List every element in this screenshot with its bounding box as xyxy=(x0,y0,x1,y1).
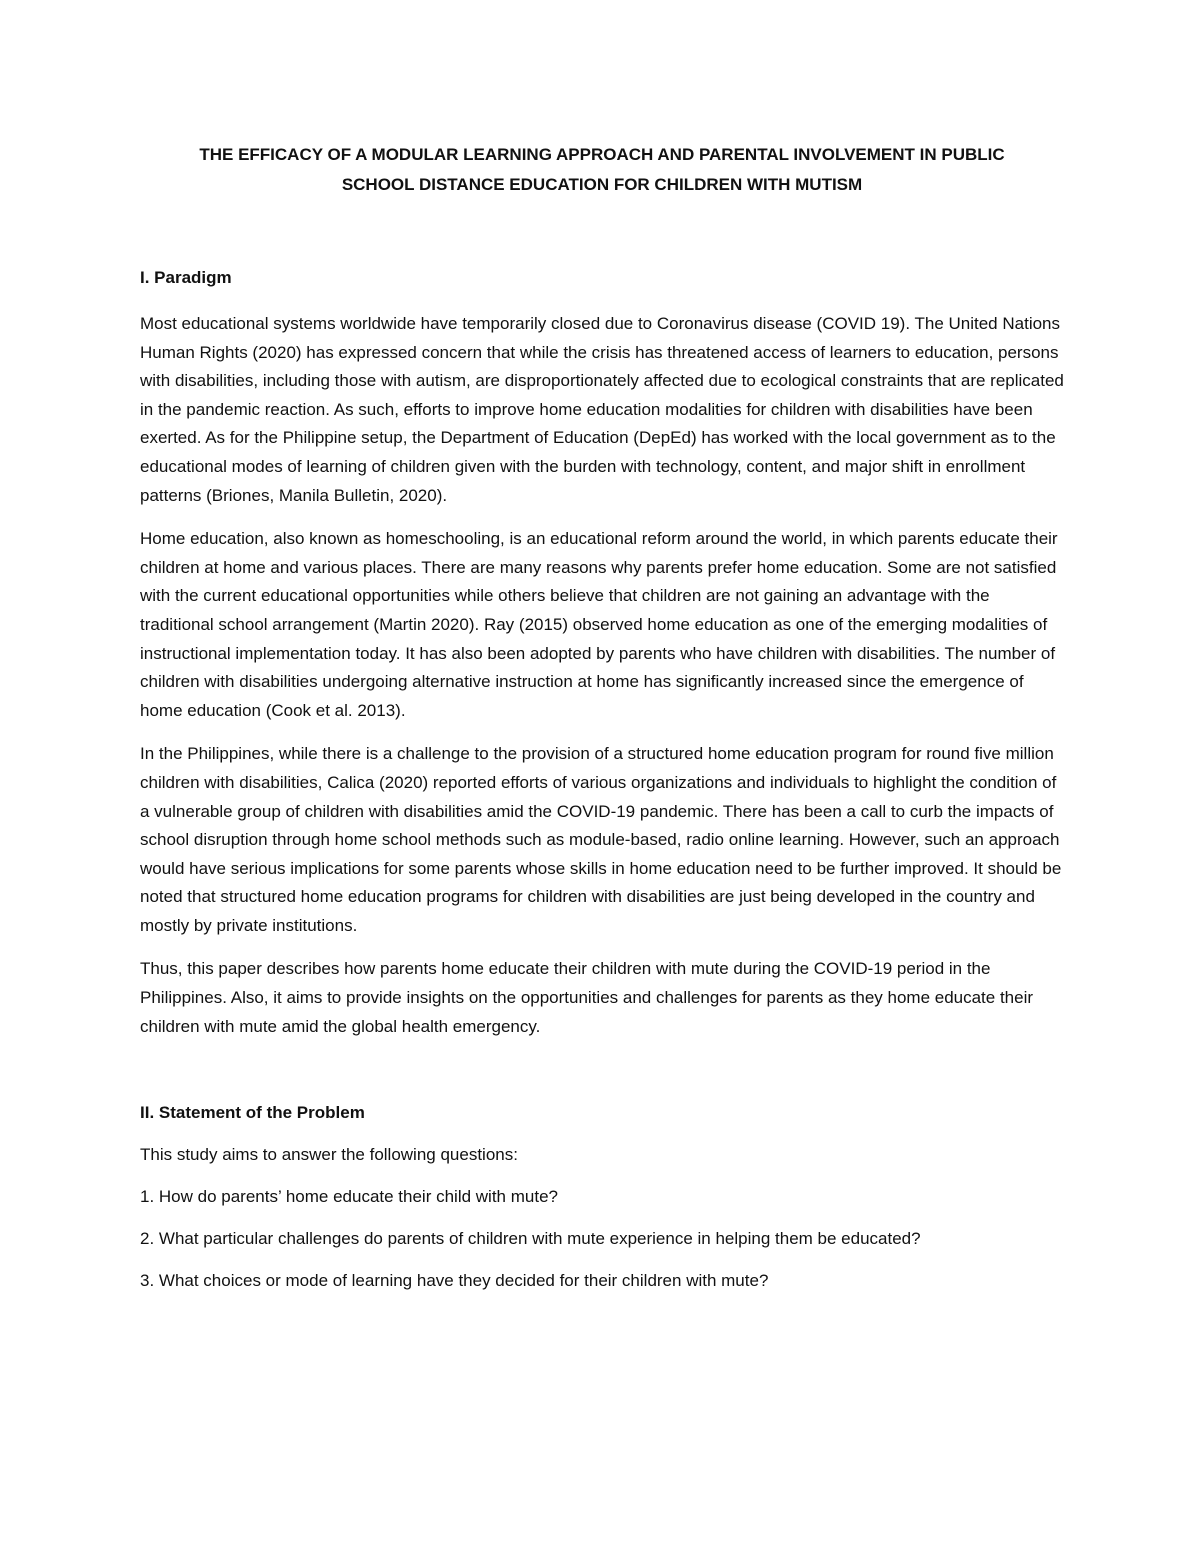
paragraph: Most educational systems worldwide have temporarily closed due to Coronavirus disease (COVID 19). The United Nations Human Rights (2020) has expressed concern that while the crisis has threatened access of learners to education, persons with disabilities, including those with autism, are disproportionately affected due to ecological constraints that are replicated in the pandemic reaction. As such, efforts to improve home education modalities for children with disabilities have been exerted. As for the Philippine setup, the Department of Education (DepEd) has worked with the local government as to the educational modes of learning of children given with the burden with technology, content, and major shift in enrollment patterns (Briones, Manila Bulletin, 2020). xyxy=(140,314,1064,505)
question-item: 2. What particular challenges do parents of children with mute experience in helping them be educated? xyxy=(140,1229,921,1249)
question-item: 3. What choices or mode of learning have they decided for their children with mute? xyxy=(140,1271,769,1291)
paragraph: Home education, also known as homeschooling, is an educational reform around the world, in which parents educate their children at home and various places. There are many reasons why parents prefer home education. Some are not satisfied with the current educational opportunities while others believe that children are not gaining an advantage with the traditional school arrangement (Martin 2020). Ray (2015) observed home education as one of the emerging modalities of instructional implementation today. It has also been adopted by parents who have children with disabilities. The number of children with disabilities undergoing alternative instruction at home has significantly increased since the emergence of home education (Cook et al. 2013). xyxy=(140,529,1058,720)
title-line: SCHOOL DISTANCE EDUCATION FOR CHILDREN WITH MUTISM xyxy=(341,175,863,194)
title-line: THE EFFICACY OF A MODULAR LEARNING APPROACH AND PARENTAL INVOLVEMENT IN PUBLIC xyxy=(199,145,1005,164)
question-item: 1. How do parents’ home educate their child with mute? xyxy=(140,1187,558,1207)
paragraph: Thus, this paper describes how parents home educate their children with mute during the COVID-19 period in the Philippines. Also, it aims to provide insights on the opportunities and challenges for parents as they home educate their children with mute amid the global health emergency. xyxy=(140,959,1034,1036)
section-heading-statement-of-problem: II. Statement of the Problem xyxy=(140,1103,365,1123)
section-heading-paradigm: I. Paradigm xyxy=(140,268,232,287)
document-title xyxy=(140,140,1064,200)
document-body xyxy=(140,140,1064,1295)
paragraph: In the Philippines, while there is a challenge to the provision of a structured home education program for round five million children with disabilities, Calica (2020) reported efforts of various organizations and individuals to highlight the condition of a vulnerable group of children with disabilities amid the COVID-19 pandemic. There has been a call to curb the impacts of school disruption through home school methods such as module-based, radio online learning. However, such an approach would have serious implications for some parents whose skills in home education need to be further improved. It should be noted that structured home education programs for children with disabilities are just being developed in the country and mostly by private institutions. xyxy=(140,744,1062,935)
questions-intro: This study aims to answer the following questions: xyxy=(140,1145,518,1165)
